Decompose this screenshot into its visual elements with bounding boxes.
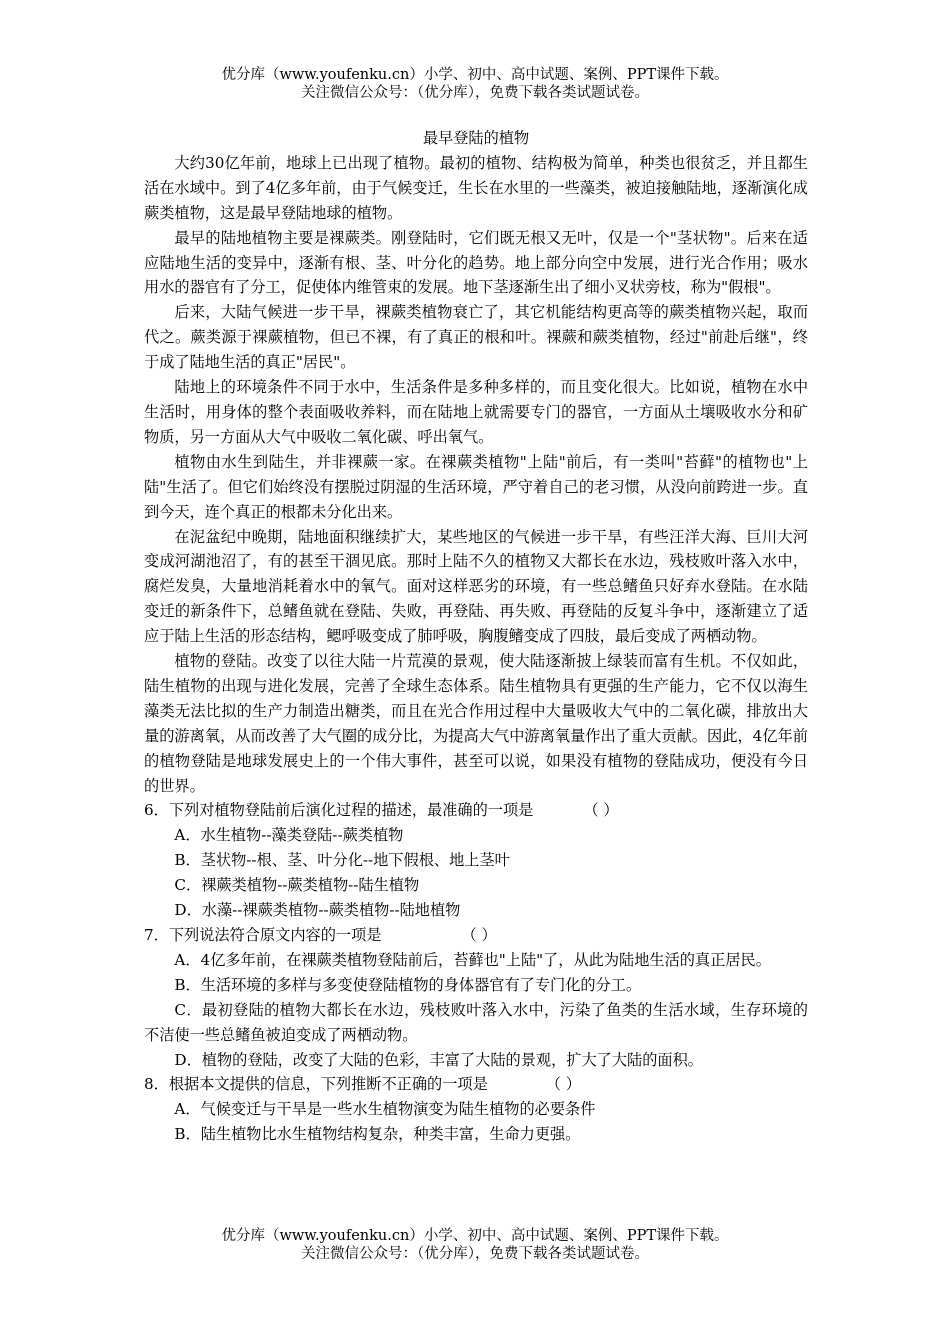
answer-bracket: （ ） [545, 1075, 581, 1094]
footer-line-1: 优分库（www.youfenku.cn）小学、初中、高中试题、案例、PPT课件下载。 [221, 1228, 729, 1244]
question-7-option-c: C．最初登陆的植物大都长在水边，残枝败叶落入水中，污染了鱼类的生活水域，生存环境的不洁使一些总鳍鱼被迫变成了两栖动物。 [144, 1000, 808, 1044]
question-6-option-b: B．茎状物--根、茎、叶分化--地下假根、地上茎叶 [174, 851, 510, 870]
article-paragraph: 大约30亿年前，地球上已出现了植物。最初的植物、结构极为简单，种类也很贫乏，并且都生活在水域中。到了4亿多年前，由于气候变迁，生长在水里的一些藻类，被迫接触陆地，逐渐演化成蕨类植物，这是最早登陆地球的植物。 [144, 153, 808, 222]
header-line-1: 优分库（www.youfenku.cn）小学、初中、高中试题、案例、PPT课件下载。 [221, 67, 729, 83]
question-6-option-a: A．水生植物--藻类登陆--蕨类植物 [174, 826, 404, 845]
article-paragraph: 植物的登陆。改变了以往大陆一片荒漠的景观，使大陆逐渐披上绿装而富有生机。不仅如此，陆生植物的出现与进化发展，完善了全球生态体系。陆生植物具有更强的生产能力，它不仅以海生藻类无法比拟的生产力制造出糖类，而且在光合作用过程中大量吸收大气中的二氧化碳，排放出大量的游离氧，从而改善了大气圈的成分比，为提高大气中游离氧量作出了重大贡献。因此，4亿年前的植物登陆是地球发展史上的一个伟大事件，甚至可以说，如果没有植物的登陆成功，便没有今日的世界。 [144, 652, 808, 795]
question-stem-text: 7．下列说法符合原文内容的一项是 [144, 926, 382, 944]
answer-bracket: （ ） [461, 926, 497, 944]
footer-line-2: 关注微信公众号：（优分库），免费下载各类试题试卷。 [301, 1246, 649, 1262]
page-footer [0, 1227, 950, 1263]
question-7-option-a: A．4亿多年前，在裸蕨类植物登陆前后，苔藓也"上陆"了，从此为陆地生活的真正居民。 [174, 950, 771, 969]
question-7-option-b: B．生活环境的多样与多变使登陆植物的身体器官有了专门化的分工。 [174, 975, 642, 994]
question-8-stem [144, 1072, 808, 1097]
question-7-option-d: D．植物的登陆，改变了大陆的色彩，丰富了大陆的景观，扩大了大陆的面积。 [174, 1050, 703, 1069]
question-8-option-a: A．气候变迁与干旱是一些水生植物演变为陆生植物的必要条件 [174, 1100, 596, 1119]
question-8-option-b: B．陆生植物比水生植物结构复杂，种类丰富，生命力更强。 [174, 1125, 581, 1144]
question-stem-text: 6．下列对植物登陆前后演化过程的描述，最准确的一项是 [144, 801, 534, 820]
article-title: 最早登陆的植物 [422, 129, 530, 147]
page-header [0, 66, 950, 102]
question-6-option-d: D．水藻--裸蕨类植物--蕨类植物--陆地植物 [174, 901, 461, 920]
article-paragraph: 最早的陆地植物主要是裸蕨类。刚登陆时，它们既无根又无叶，仅是一个"茎状物"。后来在适应陆地生活的变异中，逐渐有根、茎、叶分化的趋势。地上部分向空中发展，进行光合作用；吸水用水的器官有了分工，促使体内维管束的发展。地下茎逐渐生出了细小叉状旁枝，称为"假根"。 [144, 228, 808, 297]
answer-bracket: （ ） [583, 801, 619, 820]
article-paragraph: 在泥盆纪中晚期，陆地面积继续扩大，某些地区的气候进一步干旱，有些汪洋大海、巨川大河变成河湖池沼了，有的甚至干涸见底。那时上陆不久的植物又大都长在水边，残枝败叶落入水中，腐烂发臭，大量地消耗着水中的氧气。面对这样恶劣的环境，有一些总鳍鱼只好弃水登陆。在水陆变迁的新条件下，总鳍鱼就在登陆、失败，再登陆、再失败、再登陆的反复斗争中，逐渐建立了适应于陆上生活的形态结构，鳃呼吸变成了肺呼吸，胸腹鳍变成了四肢，最后变成了两栖动物。 [144, 527, 808, 646]
article-paragraph: 植物由水生到陆生，并非裸蕨一家。在裸蕨类植物"上陆"前后，有一类叫"苔藓"的植物也"上陆"生活了。但它们始终没有摆脱过阴湿的生活环境，严守着自己的老习惯，从没向前跨进一步。直到今天，连个真正的根都未分化出来。 [144, 452, 808, 521]
document-body [144, 126, 808, 1147]
header-line-2: 关注微信公众号：（优分库），免费下载各类试题试卷。 [301, 85, 649, 101]
article-paragraph: 陆地上的环境条件不同于水中，生活条件是多种多样的，而且变化很大。比如说，植物在水中生活时，用身体的整个表面吸收养料，而在陆地上就需要专门的器官，一方面从土壤吸收水分和矿物质，另一方面从大气中吸收二氧化碳、呼出氧气。 [144, 378, 808, 446]
question-6-stem [144, 798, 808, 823]
question-7-stem [144, 923, 808, 948]
question-6-option-c: C．裸蕨类植物--蕨类植物--陆生植物 [174, 876, 420, 895]
article-paragraph: 后来，大陆气候进一步干旱，裸蕨类植物衰亡了，其它机能结构更高等的蕨类植物兴起，取而代之。蕨类源于裸蕨植物，但已不裸，有了真正的根和叶。裸蕨和蕨类植物，经过"前赴后继"，终于成了陆地生活的真正"居民"。 [144, 303, 808, 372]
question-stem-text: 8．根据本文提供的信息，下列推断不正确的一项是 [144, 1075, 488, 1094]
